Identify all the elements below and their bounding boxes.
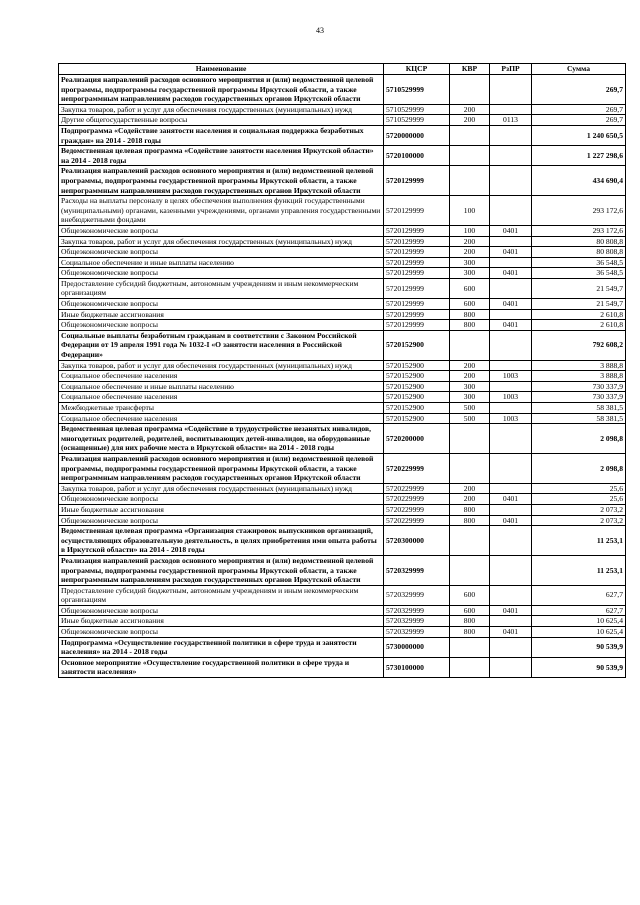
cell-kvr: 600	[450, 299, 490, 310]
cell-name: Общеэкономические вопросы	[59, 494, 384, 505]
cell-name: Ведомственная целевая программа «Содействие в трудоустройстве незанятых инвалидов, многодетных родителей, родителей, воспитывающих детей-инвалидов, на оборудованные (оснащенные) для них рабочие места в Иркутской области» на 2014 - 2018 годы	[59, 424, 384, 454]
cell-kvr: 600	[450, 605, 490, 616]
cell-kcsr: 5720129999	[384, 257, 450, 268]
cell-kcsr: 5720129999	[384, 309, 450, 320]
table-row	[59, 268, 626, 279]
cell-kvr: 800	[450, 627, 490, 638]
cell-kcsr: 5720152900	[384, 381, 450, 392]
cell-kvr: 300	[450, 257, 490, 268]
cell-rzpr	[490, 75, 532, 105]
cell-sum: 627,7	[532, 605, 626, 616]
cell-name: Общеэкономические вопросы	[59, 320, 384, 331]
cell-kvr: 800	[450, 515, 490, 526]
cell-name: Подпрограмма «Осуществление государственной политики в сфере труда и занятости населения» на 2014 - 2018 годы	[59, 637, 384, 657]
cell-sum: 730 337,9	[532, 381, 626, 392]
cell-kvr: 200	[450, 371, 490, 382]
header-kvr: КВР	[450, 64, 490, 75]
table-row	[59, 146, 626, 166]
cell-kcsr: 5720229999	[384, 504, 450, 515]
cell-rzpr: 0113	[490, 115, 532, 126]
cell-kvr	[450, 555, 490, 585]
cell-rzpr	[490, 381, 532, 392]
table-row	[59, 225, 626, 236]
table-row	[59, 104, 626, 115]
cell-kcsr: 5720329999	[384, 627, 450, 638]
cell-name: Общеэкономические вопросы	[59, 268, 384, 279]
cell-kcsr: 5720329999	[384, 605, 450, 616]
cell-kvr: 200	[450, 115, 490, 126]
cell-kcsr: 5720152900	[384, 330, 450, 360]
cell-name: Социальное обеспечение и иные выплаты населению	[59, 257, 384, 268]
cell-kcsr: 5720000000	[384, 125, 450, 145]
cell-rzpr	[490, 104, 532, 115]
cell-name: Реализация направлений расходов основного мероприятия и (или) ведомственной целевой программы, подпрограммы государственной программы Иркутской области, а также непрограммным направлениям расходов государственных органов Иркутской области	[59, 75, 384, 105]
table-row	[59, 392, 626, 403]
cell-rzpr: 0401	[490, 605, 532, 616]
table-row	[59, 247, 626, 258]
cell-name: Предоставление субсидий бюджетным, автономным учреждениям и иным некоммерческим организациям	[59, 278, 384, 298]
table-row	[59, 371, 626, 382]
table-row	[59, 166, 626, 196]
cell-kvr: 800	[450, 309, 490, 320]
cell-sum: 3 888,8	[532, 360, 626, 371]
cell-kvr: 100	[450, 225, 490, 236]
cell-rzpr	[490, 657, 532, 677]
table-row	[59, 627, 626, 638]
cell-rzpr	[490, 146, 532, 166]
cell-kcsr: 5720152900	[384, 360, 450, 371]
cell-kcsr: 5720129999	[384, 268, 450, 279]
cell-name: Общеэкономические вопросы	[59, 627, 384, 638]
cell-kvr: 600	[450, 278, 490, 298]
cell-rzpr: 0401	[490, 494, 532, 505]
cell-name: Закупка товаров, работ и услуг для обеспечения государственных (муниципальных) нужд	[59, 236, 384, 247]
cell-name: Расходы на выплаты персоналу в целях обеспечения выполнения функций государственными (муниципальными) органами, казенными учреждениями, органами управления государственными внебюджетными фондами	[59, 196, 384, 226]
table-row	[59, 278, 626, 298]
cell-rzpr	[490, 403, 532, 414]
cell-kvr: 800	[450, 616, 490, 627]
page-number: 43	[316, 26, 324, 35]
cell-rzpr	[490, 278, 532, 298]
table-row	[59, 115, 626, 126]
cell-rzpr	[490, 526, 532, 556]
cell-rzpr	[490, 483, 532, 494]
cell-name: Реализация направлений расходов основного мероприятия и (или) ведомственной целевой программы, подпрограммы государственной программы Иркутской области, а также непрограммным направлениям расходов государственных органов Иркутской области	[59, 453, 384, 483]
cell-sum: 2 073,2	[532, 515, 626, 526]
cell-sum: 2 610,8	[532, 309, 626, 320]
table-row	[59, 299, 626, 310]
cell-name: Социальное обеспечение и иные выплаты населению	[59, 381, 384, 392]
cell-sum: 25,6	[532, 483, 626, 494]
cell-kcsr: 5720100000	[384, 146, 450, 166]
cell-kvr	[450, 166, 490, 196]
cell-rzpr	[490, 257, 532, 268]
cell-name: Межбюджетные трансферты	[59, 403, 384, 414]
cell-sum: 269,7	[532, 75, 626, 105]
table-row	[59, 413, 626, 424]
cell-sum: 2 098,8	[532, 453, 626, 483]
table-row	[59, 585, 626, 605]
cell-sum: 25,6	[532, 494, 626, 505]
cell-rzpr	[490, 585, 532, 605]
cell-sum: 11 253,1	[532, 555, 626, 585]
cell-name: Основное мероприятие «Осуществление государственной политики в сфере труда и занятости населения»	[59, 657, 384, 677]
table-row	[59, 555, 626, 585]
table-row	[59, 424, 626, 454]
cell-sum: 3 888,8	[532, 371, 626, 382]
cell-name: Реализация направлений расходов основного мероприятия и (или) ведомственной целевой программы, подпрограммы государственной программы Иркутской области, а также непрограммным направлениям расходов государственных органов Иркутской области	[59, 555, 384, 585]
cell-kcsr: 5710529999	[384, 104, 450, 115]
cell-kvr	[450, 637, 490, 657]
header-name: Наименование	[59, 64, 384, 75]
cell-name: Закупка товаров, работ и услуг для обеспечения государственных (муниципальных) нужд	[59, 483, 384, 494]
cell-rzpr: 1003	[490, 413, 532, 424]
cell-name: Иные бюджетные ассигнования	[59, 309, 384, 320]
cell-sum: 90 539,9	[532, 657, 626, 677]
cell-rzpr	[490, 616, 532, 627]
table-row	[59, 381, 626, 392]
table-header-row	[59, 64, 626, 75]
cell-kcsr: 5730100000	[384, 657, 450, 677]
cell-kvr	[450, 330, 490, 360]
cell-kcsr: 5720129999	[384, 278, 450, 298]
cell-rzpr	[490, 330, 532, 360]
cell-sum: 80 808,8	[532, 236, 626, 247]
cell-kvr: 200	[450, 247, 490, 258]
cell-kcsr: 5720152900	[384, 403, 450, 414]
cell-sum: 792 608,2	[532, 330, 626, 360]
cell-sum: 21 549,7	[532, 299, 626, 310]
cell-kcsr: 5720152900	[384, 392, 450, 403]
cell-sum: 293 172,6	[532, 225, 626, 236]
cell-kvr	[450, 125, 490, 145]
cell-rzpr	[490, 236, 532, 247]
cell-kvr: 300	[450, 381, 490, 392]
cell-rzpr	[490, 125, 532, 145]
cell-kcsr: 5720129999	[384, 299, 450, 310]
cell-kcsr: 5720129999	[384, 247, 450, 258]
cell-name: Социальное обеспечение населения	[59, 371, 384, 382]
cell-rzpr: 0401	[490, 515, 532, 526]
table-row	[59, 236, 626, 247]
cell-sum: 2 610,8	[532, 320, 626, 331]
cell-kcsr: 5720129999	[384, 166, 450, 196]
cell-kvr: 200	[450, 360, 490, 371]
cell-kvr: 200	[450, 104, 490, 115]
cell-rzpr	[490, 196, 532, 226]
cell-kvr	[450, 75, 490, 105]
cell-name: Общеэкономические вопросы	[59, 605, 384, 616]
cell-kvr: 500	[450, 403, 490, 414]
cell-kvr: 300	[450, 392, 490, 403]
cell-sum: 730 337,9	[532, 392, 626, 403]
table-row	[59, 75, 626, 105]
cell-kcsr: 5720300000	[384, 526, 450, 556]
cell-rzpr: 0401	[490, 320, 532, 331]
table-row	[59, 125, 626, 145]
cell-name: Подпрограмма «Содействие занятости населения и социальная поддержка безработных граждан» на 2014 - 2018 годы	[59, 125, 384, 145]
cell-kcsr: 5720152900	[384, 413, 450, 424]
cell-rzpr	[490, 309, 532, 320]
cell-rzpr: 0401	[490, 627, 532, 638]
cell-kvr	[450, 424, 490, 454]
cell-rzpr	[490, 504, 532, 515]
cell-kcsr: 5710529999	[384, 115, 450, 126]
cell-sum: 80 808,8	[532, 247, 626, 258]
cell-kcsr: 5720129999	[384, 236, 450, 247]
cell-rzpr: 0401	[490, 247, 532, 258]
header-sum: Сумма	[532, 64, 626, 75]
cell-sum: 269,7	[532, 104, 626, 115]
cell-kvr: 200	[450, 494, 490, 505]
table-row	[59, 309, 626, 320]
cell-rzpr: 0401	[490, 225, 532, 236]
cell-name: Социальные выплаты безработным гражданам в соответствии с Законом Российской Федерации от 19 апреля 1991 года № 1032-I «О занятости населения в Российской Федерации»	[59, 330, 384, 360]
table-row	[59, 657, 626, 677]
cell-kcsr: 5720329999	[384, 585, 450, 605]
table-row	[59, 637, 626, 657]
cell-sum: 10 625,4	[532, 627, 626, 638]
cell-sum: 1 240 650,5	[532, 125, 626, 145]
cell-name: Закупка товаров, работ и услуг для обеспечения государственных (муниципальных) нужд	[59, 104, 384, 115]
table-row	[59, 515, 626, 526]
table-row	[59, 526, 626, 556]
cell-rzpr: 0401	[490, 299, 532, 310]
table-row	[59, 494, 626, 505]
cell-kcsr: 5720200000	[384, 424, 450, 454]
table-row	[59, 453, 626, 483]
cell-name: Реализация направлений расходов основного мероприятия и (или) ведомственной целевой программы, подпрограммы государственной программы Иркутской области, а также непрограммным направлениям расходов государственных органов Иркутской области	[59, 166, 384, 196]
cell-name: Закупка товаров, работ и услуг для обеспечения государственных (муниципальных) нужд	[59, 360, 384, 371]
cell-name: Ведомственная целевая программа «Организация стажировок выпускников организаций, осуществляющих образовательную деятельность, в целях приобретения ими опыта работы в Иркутской области» на 2014 - 2018 годы	[59, 526, 384, 556]
cell-rzpr: 0401	[490, 268, 532, 279]
cell-kvr: 800	[450, 320, 490, 331]
table-row	[59, 605, 626, 616]
cell-kvr	[450, 657, 490, 677]
cell-sum: 434 690,4	[532, 166, 626, 196]
cell-kcsr: 5720129999	[384, 225, 450, 236]
cell-kcsr: 5730000000	[384, 637, 450, 657]
cell-kcsr: 5720329999	[384, 555, 450, 585]
cell-rzpr	[490, 166, 532, 196]
cell-kvr	[450, 453, 490, 483]
cell-kvr	[450, 146, 490, 166]
cell-kvr: 200	[450, 483, 490, 494]
cell-rzpr	[490, 360, 532, 371]
cell-rzpr: 1003	[490, 371, 532, 382]
cell-kvr: 500	[450, 413, 490, 424]
cell-name: Общеэкономические вопросы	[59, 299, 384, 310]
cell-sum: 21 549,7	[532, 278, 626, 298]
cell-sum: 58 381,5	[532, 413, 626, 424]
budget-table	[58, 63, 626, 678]
table-row	[59, 330, 626, 360]
cell-sum: 2 073,2	[532, 504, 626, 515]
cell-rzpr	[490, 637, 532, 657]
cell-sum: 1 227 298,6	[532, 146, 626, 166]
table-row	[59, 320, 626, 331]
cell-rzpr	[490, 424, 532, 454]
cell-sum: 90 539,9	[532, 637, 626, 657]
cell-sum: 627,7	[532, 585, 626, 605]
cell-name: Социальное обеспечение населения	[59, 392, 384, 403]
cell-name: Иные бюджетные ассигнования	[59, 616, 384, 627]
cell-kcsr: 5720229999	[384, 515, 450, 526]
cell-sum: 2 098,8	[532, 424, 626, 454]
cell-name: Ведомственная целевая программа «Содействие занятости населения Иркутской области» на 2014 - 2018 годы	[59, 146, 384, 166]
cell-kcsr: 5720152900	[384, 371, 450, 382]
cell-kvr	[450, 526, 490, 556]
header-rzpr: РзПР	[490, 64, 532, 75]
cell-name: Общеэкономические вопросы	[59, 225, 384, 236]
cell-kcsr: 5710529999	[384, 75, 450, 105]
cell-kcsr: 5720229999	[384, 453, 450, 483]
cell-sum: 293 172,6	[532, 196, 626, 226]
cell-name: Предоставление субсидий бюджетным, автономным учреждениям и иным некоммерческим организациям	[59, 585, 384, 605]
cell-kvr: 200	[450, 236, 490, 247]
header-kcsr: КЦСР	[384, 64, 450, 75]
cell-kcsr: 5720229999	[384, 483, 450, 494]
table-row	[59, 360, 626, 371]
cell-kvr: 300	[450, 268, 490, 279]
cell-sum: 10 625,4	[532, 616, 626, 627]
cell-kcsr: 5720329999	[384, 616, 450, 627]
cell-sum: 58 381,5	[532, 403, 626, 414]
cell-sum: 36 548,5	[532, 257, 626, 268]
cell-rzpr	[490, 555, 532, 585]
cell-kvr: 100	[450, 196, 490, 226]
cell-kcsr: 5720229999	[384, 494, 450, 505]
table-row	[59, 504, 626, 515]
cell-name: Социальное обеспечение населения	[59, 413, 384, 424]
cell-name: Иные бюджетные ассигнования	[59, 504, 384, 515]
cell-kvr: 800	[450, 504, 490, 515]
cell-sum: 36 548,5	[532, 268, 626, 279]
cell-sum: 11 253,1	[532, 526, 626, 556]
table-row	[59, 403, 626, 414]
cell-kcsr: 5720129999	[384, 320, 450, 331]
cell-rzpr: 1003	[490, 392, 532, 403]
table-row	[59, 257, 626, 268]
cell-kcsr: 5720129999	[384, 196, 450, 226]
cell-sum: 269,7	[532, 115, 626, 126]
cell-rzpr	[490, 453, 532, 483]
table-row	[59, 483, 626, 494]
cell-name: Общеэкономические вопросы	[59, 247, 384, 258]
cell-name: Общеэкономические вопросы	[59, 515, 384, 526]
cell-name: Другие общегосударственные вопросы	[59, 115, 384, 126]
table-row	[59, 196, 626, 226]
cell-kvr: 600	[450, 585, 490, 605]
table-row	[59, 616, 626, 627]
table-body	[59, 75, 626, 678]
